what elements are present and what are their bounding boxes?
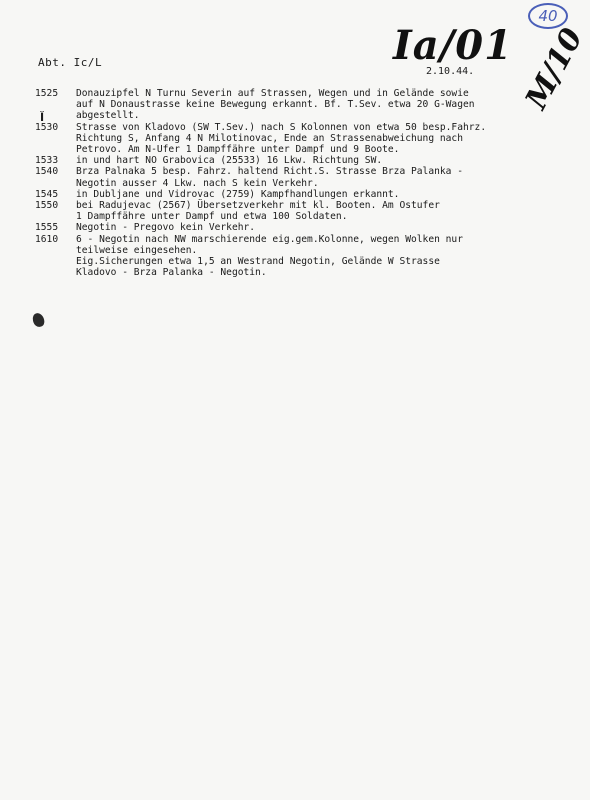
- log-line: [35, 166, 565, 177]
- log-line: [35, 99, 565, 110]
- entry-text: abgestellt.: [76, 110, 140, 122]
- log-line: [35, 245, 565, 256]
- ink-blot: [31, 312, 45, 328]
- entry-text: Brza Palnaka 5 besp. Fahrz. haltend Richt.S. Strasse Brza Palanka -: [76, 166, 463, 178]
- log-line: [35, 88, 565, 99]
- entry-time: 1610: [35, 233, 59, 245]
- log-line: [35, 222, 565, 233]
- report-log: [35, 88, 565, 278]
- department-label: Abt. Ic/L: [38, 56, 103, 69]
- entry-text: Richtung S, Anfang 4 N Milotinovac, Ende an Strassenabweichung nach: [76, 132, 463, 144]
- entry-text: Kladovo - Brza Palanka - Negotin.: [76, 267, 267, 279]
- report-date: 2.10.44.: [426, 66, 475, 77]
- log-line: [35, 122, 565, 133]
- log-line: [35, 234, 565, 245]
- entry-time: 1555: [35, 222, 59, 234]
- entry-time: 1550: [35, 200, 59, 212]
- log-line: [35, 155, 565, 166]
- log-line: [35, 189, 565, 200]
- entry-text: Negotin - Pregovo kein Verkehr.: [76, 222, 256, 234]
- entry-text: 6 - Negotin nach NW marschierende eig.gem.Kolonne, wegen Wolken nur: [76, 233, 463, 245]
- log-line: [35, 110, 565, 121]
- entry-text: in Dubljane und Vidrovac (2759) Kampfhandlungen erkannt.: [76, 188, 400, 200]
- entry-time: 1545: [35, 188, 59, 200]
- entry-time: 1525: [35, 88, 59, 99]
- log-line: [35, 267, 565, 278]
- margin-check-mark: Ĭ: [40, 111, 45, 124]
- entry-text: Eig.Sicherungen etwa 1,5 an Westrand Negotin, Gelände W Strasse: [76, 256, 440, 268]
- entry-time: 1540: [35, 166, 59, 178]
- log-line: [35, 256, 565, 267]
- entry-text: in und hart NO Grabovica (25533) 16 Lkw. Richtung SW.: [76, 155, 383, 167]
- entry-text: 1 Dampffähre unter Dampf und etwa 100 Soldaten.: [76, 211, 348, 223]
- log-line: [35, 200, 565, 211]
- handwritten-initials: M/10: [518, 22, 590, 115]
- entry-text: Petrovo. Am N-Ufer 1 Dampffähre unter Dampf und 9 Boote.: [76, 144, 400, 156]
- log-line: [35, 133, 565, 144]
- log-line: [35, 178, 565, 189]
- entry-text: Strasse von Kladovo (SW T.Sev.) nach S Kolonnen von etwa 50 besp.Fahrz.: [76, 121, 487, 133]
- entry-text: Negotin ausser 4 Lkw. nach S kein Verkehr.: [76, 177, 319, 189]
- entry-time: 1533: [35, 155, 59, 167]
- entry-time: 1530: [35, 121, 59, 133]
- log-line: [35, 144, 565, 155]
- circled-page-number: 40: [528, 3, 568, 29]
- entry-text: bei Radujevac (2567) Übersetzverkehr mit kl. Booten. Am Ostufer: [76, 200, 440, 212]
- entry-text: Donauzipfel N Turnu Severin auf Strassen, Wegen und in Gelände sowie: [76, 88, 469, 99]
- log-line: [35, 211, 565, 222]
- handwritten-reference: Ia/01: [393, 22, 513, 69]
- entry-text: teilweise eingesehen.: [76, 244, 198, 256]
- entry-text: auf N Donaustrasse keine Bewegung erkannt. Bf. T.Sev. etwa 20 G-Wagen: [76, 99, 475, 111]
